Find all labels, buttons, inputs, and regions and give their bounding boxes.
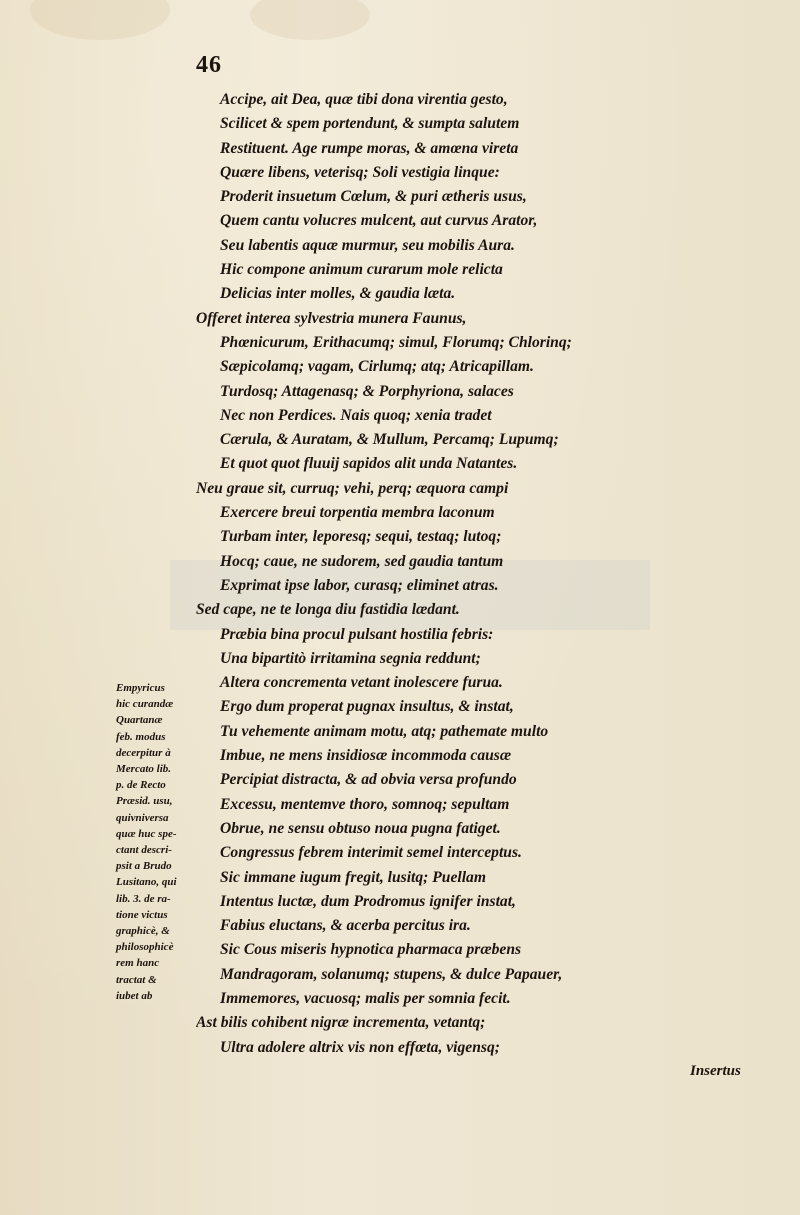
margin-note-line: tione victus — [116, 908, 168, 921]
verse-line: Neu graue sit, curruq; vehi, perq; æquora campi — [196, 479, 509, 497]
margin-note-line: p. de Recto — [116, 779, 166, 792]
verse-line: Seu labentis aquæ murmur, seu mobilis Aura. — [220, 236, 515, 254]
margin-note-line: lib. 3. de ra- — [116, 892, 171, 905]
verse-line: Sic Cous miseris hypnotica pharmaca præbens — [220, 941, 522, 959]
verse-line: Immemores, vacuosq; malis per somnia fecit. — [220, 989, 511, 1007]
verse-line: Congressus febrem interimit semel interceptus. — [220, 844, 522, 862]
margin-note-line: philosophicè — [116, 941, 174, 954]
verse-line: Excessu, mentemve thoro, somnoq; sepultam — [220, 795, 510, 813]
verse-line: Accipe, ait Dea, quæ tibi dona virentia gesto, — [220, 91, 508, 108]
margin-note-line: Mercato lib. — [116, 763, 171, 776]
verse-line: Ultra adolere altrix vis non effœta, vigensq; — [220, 1038, 500, 1056]
verse-line: Percipiat distracta, & ad obvia versa profundo — [220, 771, 517, 789]
margin-note-line: quivniversa — [116, 811, 169, 824]
verse-line: Obrue, ne sensu obtuso noua pugna fatiget. — [220, 819, 501, 837]
margin-note-line: rem hanc — [116, 957, 160, 970]
page-number: 46 — [196, 52, 222, 78]
verse-line: Et quot quot fluuij sapidos alit unda Natantes. — [220, 455, 518, 473]
paper-stain — [250, 0, 370, 40]
verse-block — [196, 88, 766, 1060]
margin-note-line: Præsid. usu, — [116, 795, 173, 808]
margin-note — [116, 680, 202, 1004]
verse-line: Turbam inter, leporesq; sequi, testaq; lutoq; — [220, 528, 502, 546]
verse-line: Imbue, ne mens insidiosæ incommoda causæ — [220, 747, 512, 765]
verse-line: Offeret interea sylvestria munera Faunus, — [196, 309, 467, 327]
margin-note-line: hic curandæ — [116, 698, 174, 711]
verse-line: Tu vehemente animam motu, atq; pathemate multo — [220, 722, 549, 740]
paper-stain — [30, 0, 170, 40]
verse-line: Phœnicurum, Erithacumq; simul, Florumq; Chlorinq; — [220, 333, 572, 351]
margin-note-line: graphicè, & — [116, 925, 170, 938]
verse-line: Restituent. Age rumpe moras, & amœna vireta — [220, 139, 519, 157]
margin-note-line: quæ huc spe- — [116, 827, 177, 840]
verse-line: Cærula, & Auratam, & Mullum, Percamq; Lupumq; — [220, 431, 559, 449]
verse-line: Mandragoram, solanumq; stupens, & dulce Papauer, — [220, 965, 563, 983]
verse-line: Delicias inter molles, & gaudia læta. — [220, 285, 456, 303]
margin-note-line: feb. modus — [116, 730, 166, 743]
verse-line: Hocq; caue, ne sudorem, sed gaudia tantum — [220, 552, 504, 570]
catchword: Insertus — [690, 1063, 741, 1079]
verse-line: Quem cantu volucres mulcent, aut curvus Arator, — [220, 212, 538, 230]
verse-line: Fabius eluctans, & acerba percitus ira. — [220, 917, 471, 935]
margin-note-line: iubet ab — [116, 989, 153, 1002]
verse-line: Ast bilis cohibent nigræ incrementa, vetantq; — [196, 1014, 486, 1032]
verse-line: Proderit insuetum Cœlum, & puri ætheris usus, — [220, 188, 527, 206]
verse-line: Ergo dum properat pugnax insultus, & instat, — [220, 698, 514, 716]
verse-line: Turdosq; Attagenasq; & Porphyriona, salaces — [220, 382, 514, 400]
margin-note-line: tractat & — [116, 973, 157, 986]
margin-note-line: Lusitano, qui — [116, 876, 177, 889]
margin-note-line: Quartanæ — [116, 714, 163, 727]
verse-line: Sæpicolamq; vagam, Cirlumq; atq; Atricapillam. — [220, 358, 534, 376]
margin-note-line: ctant descri- — [116, 844, 172, 857]
verse-line: Intentus luctæ, dum Prodromus ignifer instat, — [220, 892, 516, 910]
margin-note-line: Empyricus — [116, 682, 165, 694]
margin-note-line: decerpitur à — [116, 746, 171, 759]
verse-line: Sic immane iugum fregit, lusitq; Puellam — [220, 868, 486, 886]
margin-note-line: psit a Brudo — [116, 860, 172, 873]
verse-line: Sed cape, ne te longa diu fastidia lædant. — [196, 601, 460, 619]
verse-line: Quære libens, veterisq; Soli vestigia linque: — [220, 163, 500, 181]
verse-line: Nec non Perdices. Nais quoq; xenia tradet — [220, 406, 492, 424]
verse-line: Præbia bina procul pulsant hostilia febris: — [220, 625, 494, 643]
verse-line: Scilicet & spem portendunt, & sumpta salutem — [220, 115, 520, 133]
verse-line: Una bipartitò irritamina segnia reddunt; — [220, 649, 481, 667]
verse-line: Altera concrementa vetant inolescere furua. — [220, 674, 503, 692]
verse-line: Exprimat ipse labor, curasq; eliminet atras. — [220, 576, 499, 594]
verse-line: Hic compone animum curarum mole relicta — [220, 261, 503, 279]
verse-line: Exercere breui torpentia membra laconum — [220, 504, 495, 522]
